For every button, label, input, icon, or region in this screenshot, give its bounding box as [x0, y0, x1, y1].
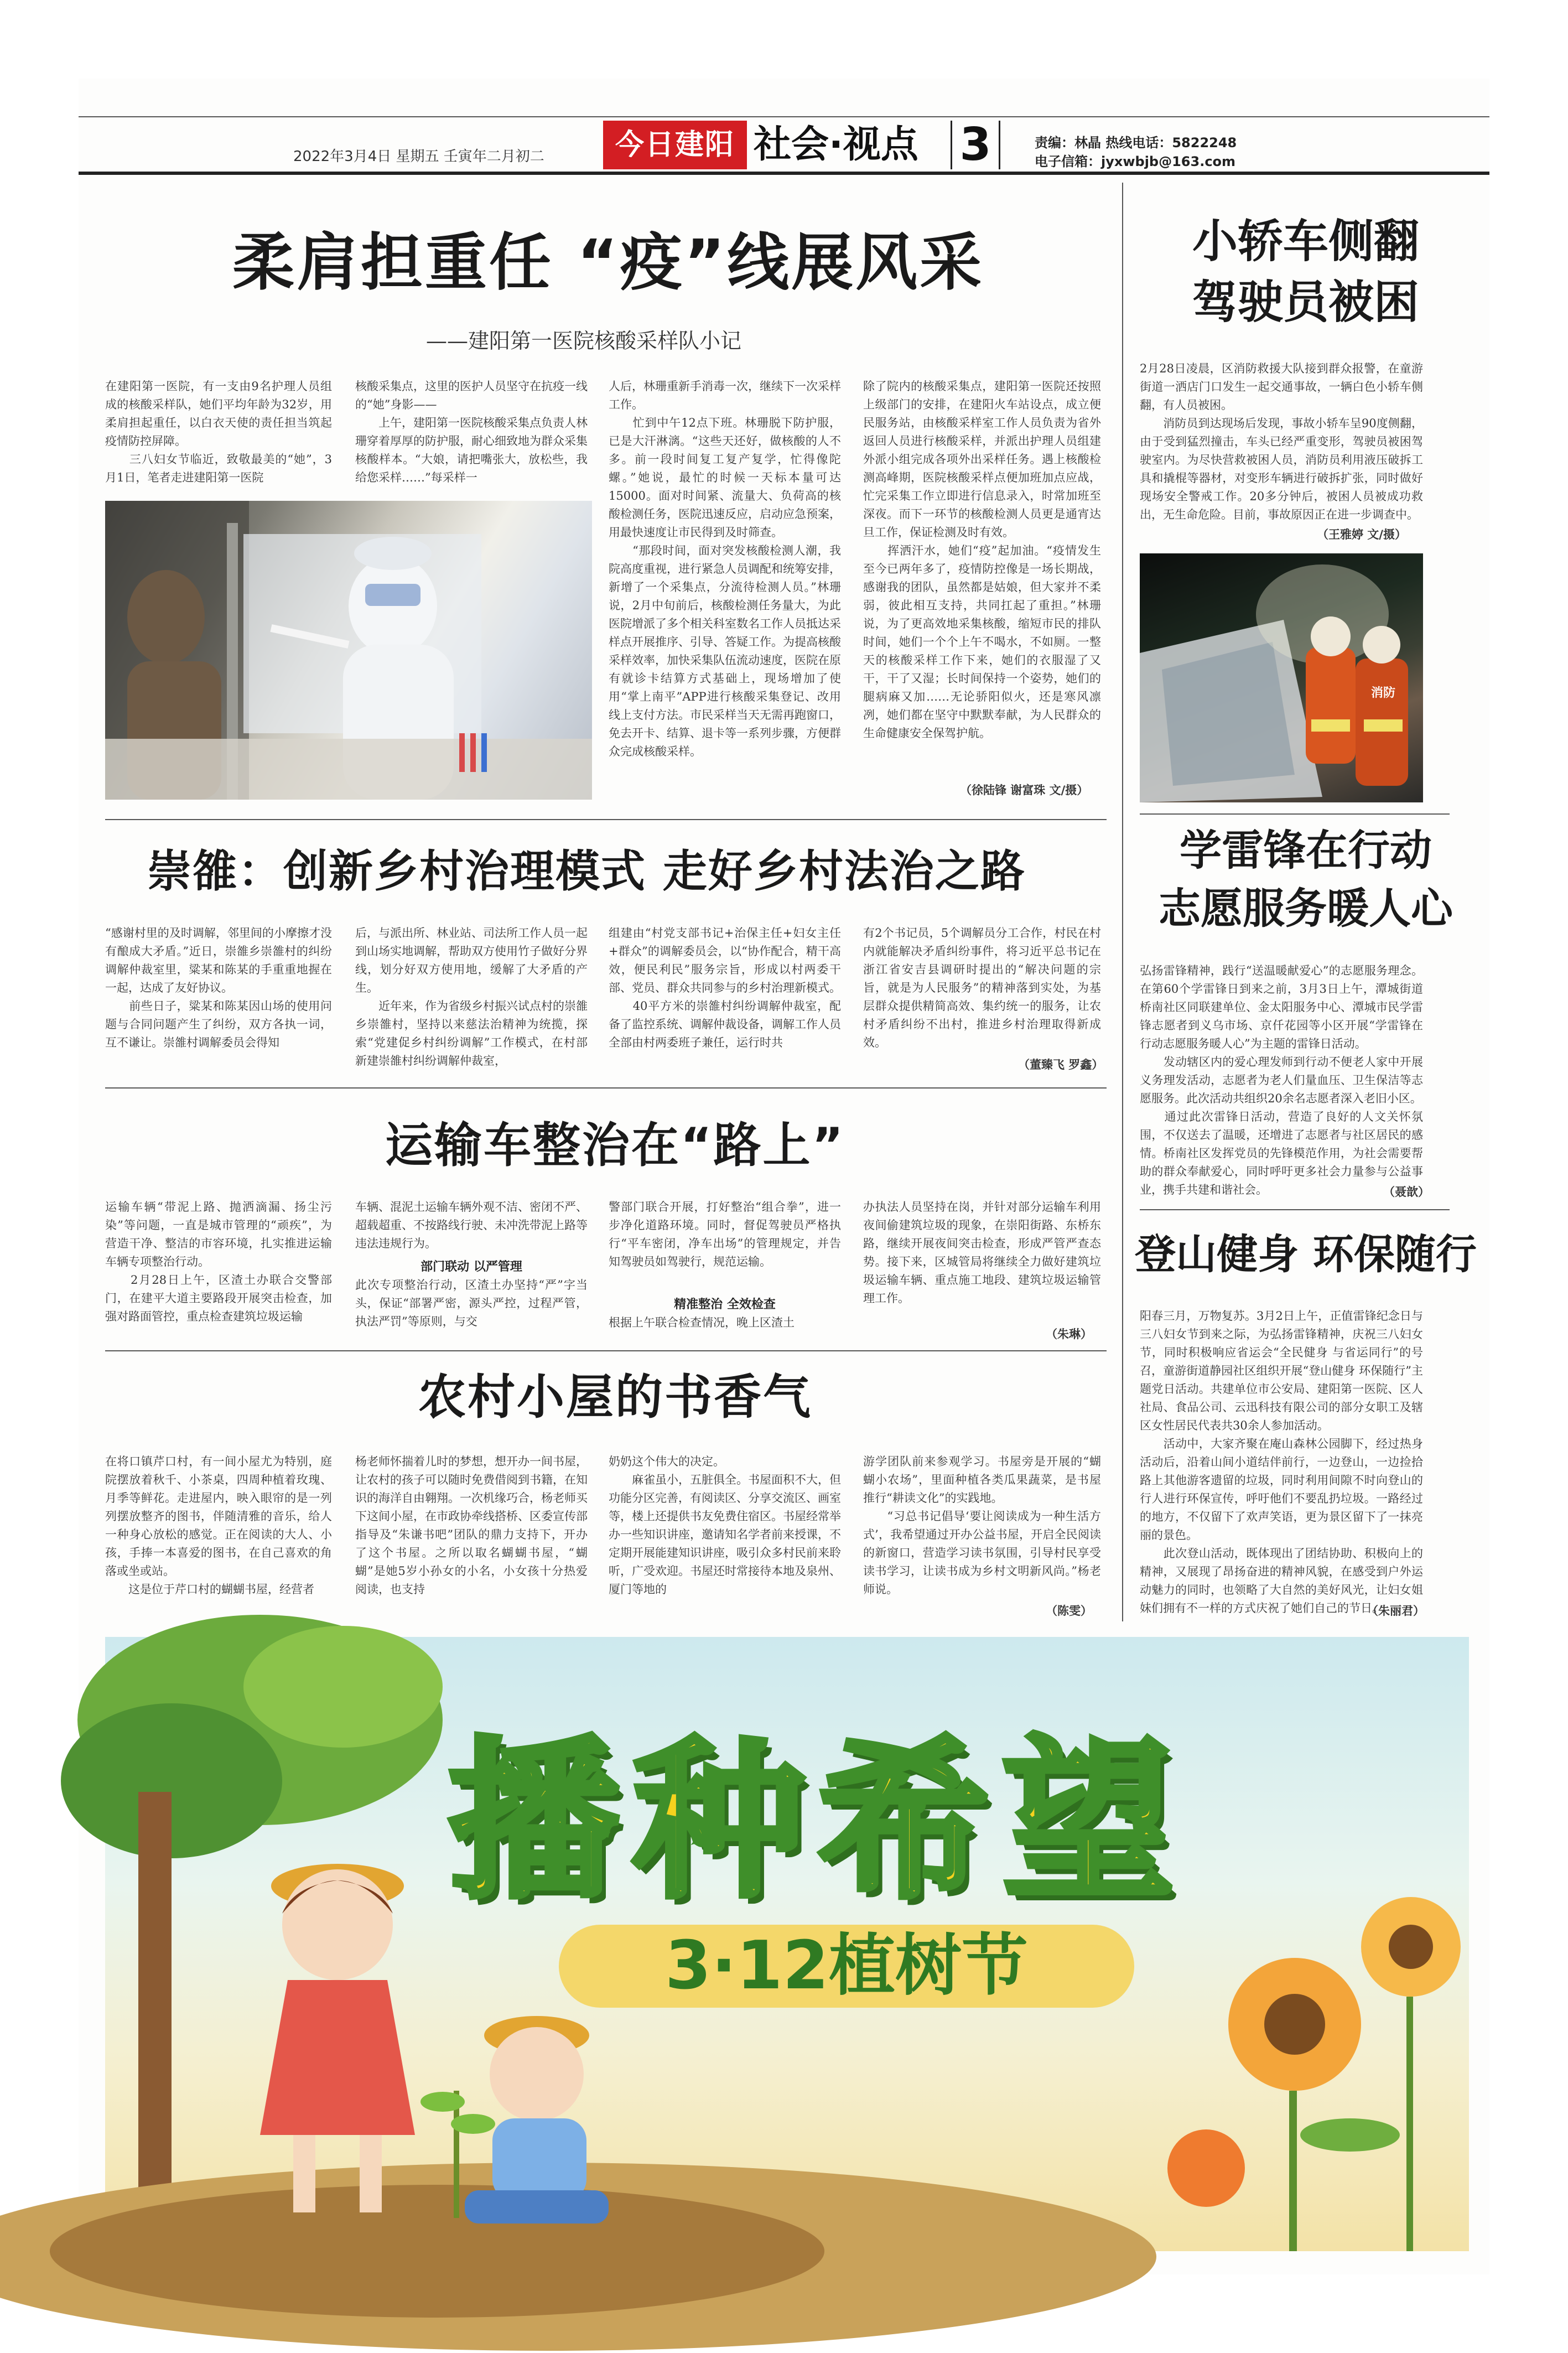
- banner-subtitle: 3·12植树节: [559, 1925, 1134, 2008]
- main-col-2: 核酸采集点，这里的医护人员坚守在抗疫一线的“她”身影—— 上午，建阳第一医院核酸采集点负责人林珊穿着厚厚的防护服，耐心细致地为群众采集核酸样本。“大娘，请把嘴张大，放松些，我给您采样……”每采样一: [355, 380, 588, 484]
- swab-scene-illustration: [105, 501, 592, 800]
- headline-car-line2: 驾驶员被困: [1192, 276, 1419, 329]
- hike-text: 阳春三月，万物复苏。3月2日上午，正值雷锋纪念日与三八妇女节到来之际，为弘扬雷锋精神，庆祝三八妇女节，同时积极响应省运会“全民健身 与省运同行”的号召，童游街道静园社区组织开展“登山健身 环保随行”主题党日活动。共建单位市公安局、建阳第一医院、区人社局、食品公司、云迅科技有限公司的部分女职工及辖区女性居民代表共30余人参加活动。 活动中，大家齐聚在庵山森林公园脚下，经过热身活动后，沿着山间小道结伴前行，一边登山，一边捡拾路上其他游客遗留的垃圾，同时利用间隙不时向登山的行人进行环保宣传，呼吁他们不要乱扔垃圾。一路经过的地方，不仅留下了欢声笑语，更为景区留下了一抹亮丽的景色。 此次登山活动，既体现出了团结协助、积极向上的精神，又展现了昂扬奋进的精神风貌，在感受到户外运动魅力的同时，也领略了大自然的美好风光，让妇女姐妹们拥有不一样的方式庆祝了她们自己的节日。: [1140, 1309, 1423, 1615]
- masthead-logo: 今日建阳: [603, 121, 747, 169]
- firefighter-uniform-label: 消防: [1370, 686, 1395, 700]
- book-col-3: 奶奶这个伟大的决定。 麻雀虽小，五脏俱全。书屋面积不大，但功能分区完善，有阅读区、分享交流区、画室等，楼上还提供书友免费住宿区。书屋经常举办一些知识讲座，邀请知名学者前来授课，不定期开展能建知识讲座，吸引众多村民前来聆听，广受欢迎。书屋还时常接待本地及泉州、厦门等地的: [609, 1455, 841, 1596]
- photo-firefighters-rescue: [1140, 553, 1423, 802]
- hike-byline: （朱丽君）: [1367, 1604, 1425, 1618]
- car-text: 2月28日凌晨，区消防救援大队接到群众报警，在童游街道一洒店门口发生一起交通事故，一辆白色小轿车侧翻，有人员被困。 消防员到达现场后发现，事故小轿车呈90度侧翻，由于受到猛烈撞击，车头已经严重变形，驾驶员被困驾驶室内。为尽快营救被困人员，消防员利用液压破拆工具和撬棍等器材，对变形车辆进行破拆扩张，同时做好现场安全警戒工作。20多分钟后，被困人员被成功救出，无生命危险。目前，事故原因正在进一步调查中。: [1140, 362, 1423, 521]
- book-col-4: 游学团队前来参观学习。书屋旁是开展的“蝴蝴小农场”，里面种植各类瓜果蔬菜，是书屋推行“耕读文化”的实践地。 “习总书记倡导‘要让阅读成为一种生活方式’，我希望通过开办公益书屋，开启全民阅读的新窗口，营造学习读书氛围，引导村民享受读书学习，让读书成为乡村文明新风尚。”杨老师说。: [863, 1455, 1101, 1596]
- chongan-col-2: 后，与派出所、林业站、司法所工作人员一起到山场实地调解，帮助双方使用竹子做好分界线，划分好双方使用地，缓解了大矛盾的产生。 近年来，作为省级乡村振兴试点村的崇雒乡崇雒村，坚持以来慈法治精神为统揽，探索“党建促乡村纠纷调解”工作模式，在村部新建崇雒村纠纷调解仲裁室，: [355, 926, 588, 1067]
- subheadline-main: ——建阳第一医院核酸采样队小记: [426, 329, 742, 353]
- car-story-divider: [1140, 813, 1450, 815]
- headline-volunteer-line1: 学雷锋在行动: [1180, 826, 1432, 875]
- headline-car-line1: 小轿车侧翻: [1192, 215, 1419, 268]
- chongan-byline: （董臻飞 罗鑫）: [1018, 1058, 1104, 1071]
- transport-col-2b: 此次专项整治行动，区渣土办坚持“严”字当头，保证“部署严密，源头严控，过程严管，执法严罚”等原则，与交: [355, 1278, 588, 1328]
- headline-hike: 登山健身 环保随行: [1135, 1231, 1477, 1278]
- section-name: 社会·视点: [754, 123, 918, 167]
- headline-chongan: 崇雒：创新乡村治理模式 走好乡村法治之路: [147, 846, 1026, 897]
- headline-book: 农村小屋的书香气: [418, 1370, 812, 1425]
- volunteer-story-divider: [1140, 1209, 1450, 1210]
- transport-col-3: 警部门联合开展，打好整治“组合拳”，进一步净化道路环境。同时，督促驾驶员严格执行“平车密闭，净车出场”的管理规定，并告知驾驶员如驾驶行，规范运输。: [609, 1200, 841, 1268]
- headline-main: 柔肩担重任 “疫”线展风采: [232, 227, 984, 299]
- chongan-col-3: 组建由“村党支部书记+治保主任+妇女主任+群众”的调解委员会，以“协作配合，精干高效，便民利民”服务宗旨，形成以村两委干部、党员、群众共同参与的乡村治理新模式。 40平方米的崇雒村纠纷调解仲裁室，配备了监控系统、调解仲裁设备，调解工作人员全部由村两委班子兼任，运行时共: [609, 926, 841, 1049]
- header-rule: [79, 172, 1489, 175]
- chongan-col-1: “感谢村里的及时调解，邻里间的小摩擦才没有酿成大矛盾。”近日，崇雒乡崇雒村的纠纷调解仲裁室里，粱某和陈某的手重重地握在一起，达成了友好协议。 前些日子，粱某和陈某因山场的使用问题与合同问题产生了纠纷，双方各执一词，互不谦让。崇雒村调解委员会得知: [105, 926, 332, 1049]
- transport-col-2: 车辆、混泥土运输车辆外观不洁、密闭不严、超载超重、不按路线行驶、未冲洗带泥上路等违法违规行为。: [355, 1200, 588, 1250]
- car-byline: （王雅婷 文/摄）: [1317, 527, 1406, 541]
- main-col-1: 在建阳第一医院，有一支由9名护理人员组成的核酸采样队，她们平均年龄为32岁，用柔肩担起重任，以白衣天使的责任担当筑起疫情防控屏障。 三八妇女节临近，致敬最美的“她”，3月1日，笔者走进建阳第一医院: [105, 380, 332, 484]
- transport-col-3b: 根据上午联合检查情况，晚上区渣土: [609, 1316, 795, 1329]
- section-divider-3: [105, 1350, 1107, 1351]
- transport-col-1: 运输车辆“带泥上路、抛洒滴漏、扬尘污染”等问题，一直是城市管理的“顽疾”，为营造干净、整洁的市容环境，扎实推进运输车辆专项整治行动。 2月28日上午，区渣土办联合交警部门，在建平大道主要路段开展突击检查，加强对路面管控，重点检查建筑垃圾运输: [105, 1200, 332, 1323]
- main-byline: （徐陆锋 谢富珠 文/摄）: [960, 783, 1089, 797]
- column-divider: [1122, 183, 1123, 1621]
- top-border: [79, 116, 1489, 117]
- editor-line: 责编：林晶 热线电话：5822248: [1035, 135, 1237, 151]
- banner-title: 播种希望: [448, 1722, 1187, 1922]
- headline-volunteer-line2: 志愿服务暖人心: [1159, 884, 1453, 933]
- volunteer-text: 弘扬雷锋精神，践行“送温暖献爱心”的志愿服务理念。在第60个学雷锋日到来之前，3月3日上午，潭城街道桥南社区同联建单位、金太阳服务中心、潭城市民学雷锋志愿者到义乌市场、京仟花园等小区开展“学雷锋在行动志愿服务暖人心”为主题的雷锋日活动。 发动辖区内的爱心理发师到行动不便老人家中开展义务理发活动，志愿者为老人们量血压、卫生保洁等志愿服务。此次活动共组织20余名志愿者深入老旧小区。 通过此次雷锋日活动，营造了良好的人文关怀氛围，不仅送去了温暖，还增进了志愿者与社区居民的感情。桥南社区发挥党员的先锋模范作用，为社会需要帮助的群众奉献爱心，同时呼吁更多社会力量参与公益事业，携手共建和谐社会。: [1140, 964, 1423, 1196]
- book-byline: （陈雯）: [1046, 1604, 1092, 1618]
- photo-nucleic-acid-sampling: [105, 501, 592, 800]
- section-divider-1: [105, 819, 1107, 820]
- arbor-day-banner: [105, 1637, 1469, 2251]
- chongan-col-4: 有2个书记员，5个调解员分工合作，村民在村内就能解决矛盾纠纷事件，将习近平总书记在浙江省安吉县调研时提出的“解决问题的宗旨，就是为人民服务”的精神落到实处，为基层群众提供精简高效、集约统一的服务，让农村矛盾纠纷不出村，推进乡村治理取得新成效。: [863, 926, 1101, 1049]
- book-col-1: 在将口镇芹口村，有一间小屋尤为特别，庭院摆放着秋千、小茶桌，四周种植着玫瑰、月季等鲜花。走进屋内，映入眼帘的是一列列摆放整齐的图书，伴随清雅的音乐，给人一种身心放松的感觉。正在阅读的大人、小孩，手捧一本喜爱的图书，在自己喜欢的角落或坐或站。 这是位于芹口村的蝴蝴书屋，经营者: [105, 1455, 332, 1596]
- transport-subhead-1: 部门联动 以严管理: [420, 1260, 522, 1274]
- page-number: 3: [951, 121, 1000, 169]
- email-line: 电子信箱：jyxwbjb@163.com: [1035, 154, 1236, 169]
- headline-transport: 运输车整治在“路上”: [385, 1118, 845, 1173]
- volunteer-byline: （聂歆）: [1383, 1185, 1430, 1199]
- rescue-scene-illustration: [1140, 553, 1423, 802]
- transport-col-4: 办执法人员坚持在岗，并针对部分运输车利用夜间偷建筑垃圾的现象，在崇阳街路、东桥东路，继续开展夜间突击检查，形成严管严查态势。接下来，区城管局将继续全力做好建筑垃圾运输车辆、重点施工地段、建筑垃圾运输管理工作。: [863, 1200, 1101, 1305]
- transport-byline: （朱琳）: [1046, 1327, 1092, 1341]
- book-col-2: 杨老师怀揣着儿时的梦想，想开办一间书屋，让农村的孩子可以随时免费借阅到书籍，在知识的海洋自由翱翔。一次机缘巧合，杨老师买下这间小屋，在市政协牵线搭桥、区委宣传部指导及“朱谦书吧”团队的鼎力支持下，开办了这个书屋。之所以取名蝴蝴书屋，“蝴蝴”是她5岁小孙女的小名，小女孩十分热爱阅读，也支持: [355, 1455, 588, 1596]
- date-line: 2022年3月4日 星期五 壬寅年二月初二: [293, 148, 544, 165]
- transport-subhead-2: 精准整治 全效检查: [674, 1298, 776, 1312]
- main-col-4: 除了院内的核酸采集点，建阳第一医院还按照上级部门的安排，在建阳火车站设点，成立便民服务站，由核酸采样室工作人员负责为省外返回人员进行核酸采样，并派出护理人员组建外派小组完成各项外出采样任务。遇上核酸检测高峰期，医院核酸采样点便加班加点应战，忙完采集工作立即进行信息录入，时常加班至深夜。而下一环节的核酸检测人员更是通宵达旦工作，保证检测及时有效。 挥洒汗水，她们“疫”起加油。“疫情发生至今已两年多了，疫情防控像是一场长期战，感谢我的团队，虽然都是姑娘，但大家并不柔弱，彼此相互支持，共同扛起了重担。”林珊说，为了更高效地采集核酸，缩短市民的排队时间，她们一个个上午不喝水，不如厕。一整天的核酸采样工作下来，她们的衣服湿了又干，干了又湿；长时间保持一个姿势，她们的腿病麻又加……无论骄阳似火，还是寒风凛冽，她们都在坚守中默默奉献，为人民群众的生命健康安全保驾护航。: [863, 380, 1101, 740]
- section-divider-2: [105, 1087, 1107, 1089]
- main-col-3: 人后，林珊重新手消毒一次，继续下一次采样工作。 忙到中午12点下班。林珊脱下防护服，已是大汗淋漓。“这些天还好，做核酸的人不多。前一段时间复工复产复学，忙得像陀螺。”她说，最忙的时候一天标本量可达15000。面对时间紧、流量大、负荷高的核酸检测任务，医院迅速反应，启动应急预案，用最快速度让市民得到及时筛查。 “那段时间，面对突发核酸检测人潮，我院高度重视，进行紧急人员调配和统筹安排，新增了一个采集点，分流待检测人员。”林珊说，2月中旬前后，核酸检测任务量大，为此医院增派了多个相关科室数名工作人员抵达采样点开展推序、引导、答疑工作。为提高核酸采样效率，加快采集队伍流动速度，医院在原有就诊卡结算方式基础上，现场增加了使用“掌上南平”APP进行核酸采集登记、改用线上支付方法。市民采样当天无需再跑窗口，免去开卡、结算、退卡等一系列步骤，方便群众完成核酸采样。: [609, 380, 841, 758]
